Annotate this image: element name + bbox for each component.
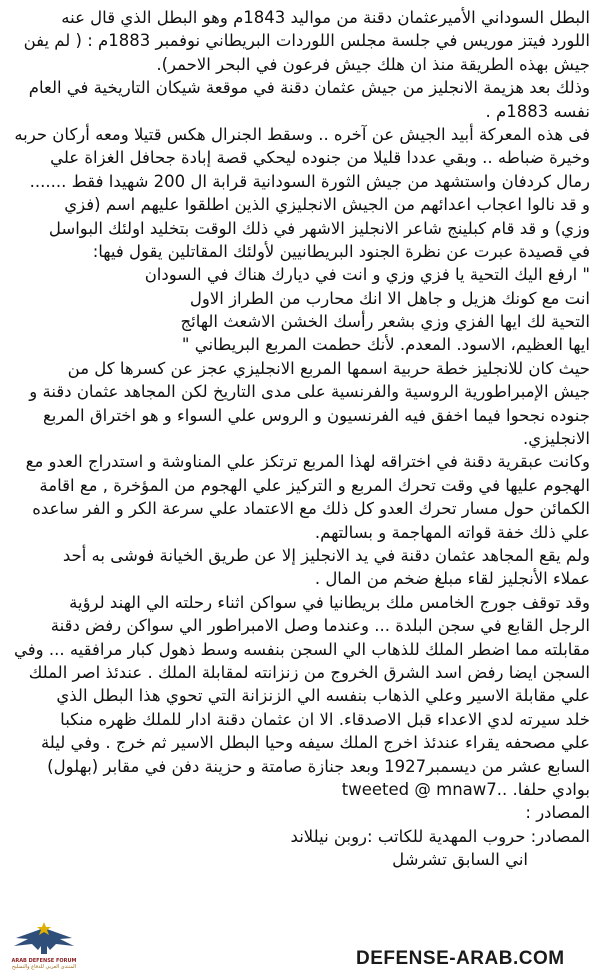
article-line: السجن ايضا رفض اسد الشرق الخروج من زنزانته لمقابلة الملك . عندئذ اصر الملك xyxy=(28,662,590,682)
article-line: مقابلته مما اضطر الملك للذهاب الي السجن بنفسه وسط ذهول كبار مرافقيه ... وفي xyxy=(13,639,590,659)
article-line: و قد نالوا اعجاب اعدائهم من الجيش الانجليزي الذين اطلقوا عليهم اسم (فزي xyxy=(64,195,590,215)
article-line: جيش بهذه الطريقة منذ ان هلك جيش فرعون في البحر الاحمر). xyxy=(156,54,590,74)
article-line: علي ذلك خفة قواته المهاجمة و بسالتهم. xyxy=(314,522,590,542)
logo-caption xyxy=(4,958,84,970)
article-line: البطل السوداني الأميرعثمان دقنة من مواليد 1843م وهو البطل الذي قال عنه xyxy=(61,8,590,27)
article-line: وزي) و قد قام كبلينج شاعر الانجليز الاشهر في ذلك الوقت بتخليد اولئك البواسل xyxy=(48,218,590,238)
article-line: الرجل القابع في سجن البلدة ... وعندما وصل الامبراطور الي سواكن رفض دقنة xyxy=(50,616,590,636)
article-line: فى هذه المعركة أبيد الجيش عن آخره .. وسقط الجنرال هكس قتيلا ومعه أركان حربه xyxy=(14,124,590,144)
article-line: رمال كردفان واستشهد من جيش الثورة السودانية قرابة ال 200 شهيدا فقط ....... xyxy=(29,171,590,191)
article-line: " ارفع اليك التحية يا فزي وزي و انت في ديارك هناك في السودان xyxy=(144,265,590,285)
eagle-emblem-icon xyxy=(4,920,84,960)
article-line: وذلك بعد هزيمة الانجليز من جيش عثمان دقنة في موقعة شيكان التاريخية في العام xyxy=(28,78,590,98)
logo-name-en: ARAB DEFENSE FORUM xyxy=(11,958,77,964)
article-line: علي مصحفه يقراء عندئذ اخرج الملك سيفه وحيا البطل الاسير ثم خرج . وفي ليلة xyxy=(40,733,590,753)
article-body xyxy=(10,6,590,801)
article-line: السابع عشر من ديسمبر1927 وبعد جنازة صامتة و حزينة دفن في مقابر (بهلول) xyxy=(47,756,590,776)
article-line: ولم يقع المجاهد عثمان دقنة في يد الانجليز إلا عن طريق الخيانة فوشى به أحد xyxy=(62,545,590,565)
article-line: ايها العظيم، الاسود. المعدم. لأنك حطمت المربع البريطاني " xyxy=(181,335,590,355)
article-line: جنوده نجحوا فيما اخفق فيه الفرنسيون و الروس علي السواء و هو اختراق المربع xyxy=(42,405,590,425)
article-line: نفسه 1883م . xyxy=(485,101,590,121)
article-line: وخيرة ضباطه .. وبقي عددا قليلا من جنوده ليحكي قصة إبادة جحافل الغزاة علي xyxy=(50,148,590,168)
article-line: حيث كان للانجليز خطة حربية اسمها المربع الانجليزي عجز عن كسرها كل من xyxy=(67,358,590,378)
forum-logo xyxy=(4,920,84,974)
article-line: اللورد فيتز موريس في جلسة مجلس اللوردات البريطاني نوفمبر 1883م : ( لم يفن xyxy=(23,31,590,51)
logo-name-ar: المنتدى العربي للدفاع والتسليح xyxy=(11,964,77,970)
article-line: بوادي حلفا. ..tweeted @ mnaw7 xyxy=(341,779,590,799)
site-watermark: DEFENSE-ARAB.COM xyxy=(356,948,565,969)
source-line-2: اني السابق تشرشل xyxy=(392,850,528,870)
article-line: وكانت عبقرية دقنة في اختراقه لهذا المربع ترتكز علي المناوشة و استدراج العدو مع xyxy=(25,452,590,472)
article-line: خلد سيرته لدي الاعداء قبل الاصدقاء. الا ان عثمان دقنة ادار للملك ظهره منكبا xyxy=(60,709,590,729)
article-line: التحية لك ايها الفزي وزي بشعر رأسك الخشن الاشعث الهائج xyxy=(180,312,590,332)
source-line-1: المصادر: حروب المهدية للكاتب :روبن نيللاند xyxy=(290,826,590,846)
article-line: علي مقابلة الاسير وعلي الذهاب بنفسه الي الزنزانة التي تحوي هذا البطل الذي xyxy=(56,686,590,706)
article-line: وقد توقف جورج الخامس ملك بريطانيا في سواكن اثناء رحلته الي الهند لرؤية xyxy=(69,592,590,612)
sources-heading: المصادر : xyxy=(525,803,590,823)
article-line: عملاء الأنجليز لقاء مبلغ ضخم من المال . xyxy=(314,569,590,589)
article-line: في قصيدة عبرت عن نظرة الجنود البريطانيين لأولئك المقاتلين يقول فيها: xyxy=(92,241,590,261)
article-line: الكمائن حول مسار تحرك العدو كل ذلك مع الاعتماد علي سرعة الكر و الفر ساعده xyxy=(32,499,590,519)
article-line: الانجليزي. xyxy=(523,429,590,449)
article-line: جيش الإمبراطورية الروسية والفرنسية على مدى التاريخ لكن المجاهد عثمان دقنة و xyxy=(29,382,590,402)
article-line: الهجوم عليها في وقت تحرك المربع و التركيز علي الهجوم من المؤخرة , مع اقامة xyxy=(39,475,590,495)
article-line: انت مع كونك هزيل و جاهل الا انك محارب من الطراز الاول xyxy=(189,288,590,308)
